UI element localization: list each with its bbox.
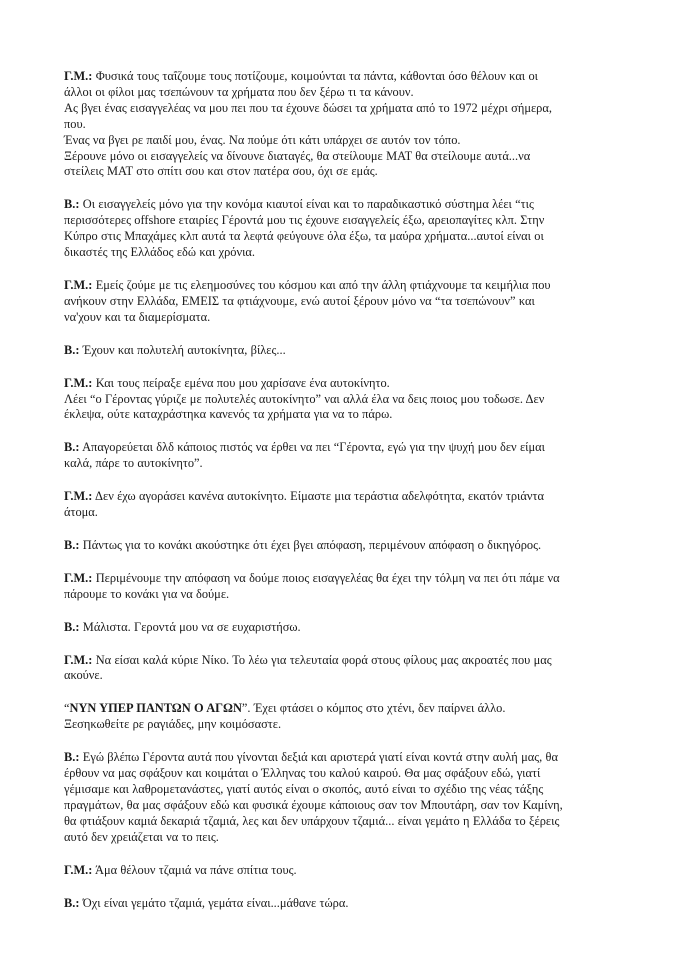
text-line xyxy=(64,653,624,669)
text-line xyxy=(64,294,624,310)
text-line xyxy=(64,392,624,408)
transcript-paragraph xyxy=(64,896,624,912)
transcript-paragraph xyxy=(64,376,624,424)
line-text: έρθουν να μας σφάξουν και κοιμάται ο Έλληνας του καλού καιρού. Θα μας σφάξουν εδώ, γιατί xyxy=(64,766,541,781)
text-line xyxy=(64,571,624,587)
line-text: Δεν έχω αγοράσει κανένα αυτοκίνητο. Είμαστε μια τεράστια αδελφότητα, εκατόν τριάντα xyxy=(92,489,544,504)
line-text: Ξέρουνε μόνο οι εισαγγελείς να δίνουνε διαταγές, θα στείλουμε ΜΑΤ θα στείλουμε αυτά...να xyxy=(64,148,531,163)
line-text: δικαστές της Ελλάδος εδώ και χρόνια. xyxy=(64,245,255,260)
line-text: Πάντως για το κονάκι ακούστηκε ότι έχει βγει απόφαση, περιμένουν απόφαση ο δικηγόρος. xyxy=(79,537,542,552)
text-line xyxy=(64,505,624,521)
text-line xyxy=(64,717,624,733)
line-text: περισσότερες offshore εταιρίες Γέροντά μου τις έχουνε εισαγγελείς έξω, αρειοπαγίτες κλπ. Στην xyxy=(64,213,545,228)
text-line xyxy=(64,896,624,912)
text-line xyxy=(64,85,624,101)
line-text: Περιμένουμε την απόφαση να δούμε ποιος εισαγγελέας θα έχει την τόλμη να πει ότι πάμε να xyxy=(92,570,560,585)
text-line xyxy=(64,863,624,879)
transcript-paragraph xyxy=(64,863,624,879)
line-text: Και τους πείραξε εμένα που μου χαρίσανε ένα αυτοκίνητο. xyxy=(92,375,390,390)
speaker-label: Β.: xyxy=(64,619,80,634)
text-line xyxy=(64,538,624,554)
document-page xyxy=(64,69,624,928)
line-text: ”. Έχει φτάσει ο κόμπος στο χτένι, δεν παίρνει άλλο. xyxy=(241,701,506,716)
line-text: που. xyxy=(64,116,86,131)
text-line xyxy=(64,69,624,85)
line-text: Όχι είναι γεμάτο τζαμιά, γεμάτα είναι...μάθανε τώρα. xyxy=(79,895,349,910)
line-text: Ας βγει ένας εισαγγελέας να μου πει που τα έχουνε δώσει τα χρήματα από το 1972 μέχρι σήμερα, xyxy=(64,100,552,115)
line-text: ακούνε. xyxy=(64,668,103,683)
speaker-label: Β.: xyxy=(64,537,80,552)
text-line xyxy=(64,782,624,798)
speaker-label: Β.: xyxy=(64,440,80,455)
line-text: Λέει “ο Γέροντας γύριζε με πολυτελές αυτοκίνητο” ναι αλλά έλα να δεις ποιος μου τοδωσε. Δεν xyxy=(64,391,545,406)
line-text: Εμείς ζούμε με τις ελεημοσύνες του κόσμου και από την άλλη φτιάχνουμε τα κειμήλια που xyxy=(92,277,551,292)
speaker-label: Γ.Μ.: xyxy=(64,277,93,292)
text-line xyxy=(64,101,624,117)
speaker-label: Β.: xyxy=(64,342,80,357)
line-text: Μάλιστα. Γεροντά μου να σε ευχαριστήσω. xyxy=(79,619,301,634)
speaker-label: Γ.Μ.: xyxy=(64,489,93,504)
line-text: Απαγορεύεται δλδ κάποιος πιστός να έρθει να πει “Γέροντα, εγώ για την ψυχή μου δεν είμαι xyxy=(79,440,545,455)
speaker-label: Β.: xyxy=(64,895,80,910)
line-text: ανήκουν στην Ελλάδα, ΕΜΕΙΣ τα φτιάχνουμε, ενώ αυτοί ξέρουν μόνο να “τα τσεπώνουν” και xyxy=(64,293,535,308)
text-line xyxy=(64,149,624,165)
text-line xyxy=(64,750,624,766)
line-text: Οι εισαγγελείς μόνο για την κονόμα κιαυτοί είναι και το παραδικαστικό σύστημα λέει “τις xyxy=(79,197,534,212)
text-line xyxy=(64,587,624,603)
text-line xyxy=(64,814,624,830)
text-line xyxy=(64,133,624,149)
line-text: Ξεσηκωθείτε ρε ραγιάδες, μην κοιμόσαστε. xyxy=(64,717,282,732)
speaker-label: Β.: xyxy=(64,750,80,765)
text-line xyxy=(64,310,624,326)
transcript-paragraph xyxy=(64,653,624,685)
text-line xyxy=(64,197,624,213)
text-line xyxy=(64,229,624,245)
line-text: να'χουν και τα διαμερίσματα. xyxy=(64,309,211,324)
line-text: Φυσικά τους ταΐζουμε τους ποτίζουμε, κοιμούνται τα πάντα, κάθονται όσο θέλουν και οι xyxy=(92,69,538,83)
speaker-label: Β.: xyxy=(64,197,80,212)
transcript-paragraph xyxy=(64,571,624,603)
transcript-paragraph xyxy=(64,538,624,554)
line-text: Ένας να βγει ρε παιδί μου, ένας. Να πούμε ότι κάτι υπάρχει σε αυτόν τον τόπο. xyxy=(64,132,461,147)
text-line xyxy=(64,213,624,229)
transcript-paragraph xyxy=(64,343,624,359)
open-quote: “ xyxy=(64,701,70,716)
text-line xyxy=(64,798,624,814)
text-line xyxy=(64,407,624,423)
text-line xyxy=(64,620,624,636)
text-line xyxy=(64,343,624,359)
text-line xyxy=(64,456,624,472)
speaker-label: Γ.Μ.: xyxy=(64,862,93,877)
line-text: Άμα θέλουν τζαμιά να πάνε σπίτια τους. xyxy=(92,862,297,877)
line-text: θα φτιάξουν καμιά δεκαριά τζαμιά, λες και δεν υπάρχουν τζαμιά... είναι γεμάτο η Ελλάδα το ξέρεις xyxy=(64,813,560,828)
text-line xyxy=(64,830,624,846)
speaker-label: Γ.Μ.: xyxy=(64,570,93,585)
text-line xyxy=(64,278,624,294)
text-line xyxy=(64,489,624,505)
line-text: πραγμάτων, θα μας σφάξουν εδώ και φυσικά έχουμε κάποιους σαν τον Μπουτάρη, σαν τον Καμίνη, xyxy=(64,797,563,812)
text-line xyxy=(64,376,624,392)
line-text: Έχουν και πολυτελή αυτοκίνητα, βίλες... xyxy=(79,342,286,357)
line-text: πάρουμε το κονάκι για να δούμε. xyxy=(64,586,230,601)
transcript-paragraph xyxy=(64,197,624,261)
text-line xyxy=(64,245,624,261)
line-text: Να είσαι καλά κύριε Νίκο. Το λέω για τελευταία φορά στους φίλους μας ακροατές που μας xyxy=(92,652,552,667)
transcript-paragraph xyxy=(64,750,624,845)
line-text: άλλοι οι φίλοι μας τσεπώνουν τα χρήματα που δεν ξέρω τι τα κάνουν. xyxy=(64,84,414,99)
line-text: καλά, πάρε το αυτοκίνητο”. xyxy=(64,456,203,471)
transcript-paragraph xyxy=(64,69,624,180)
text-line xyxy=(64,164,624,180)
line-text: έκλεψα, ούτε καταχράστηκα κανενός τα χρήματα για να το πάρω. xyxy=(64,407,393,422)
line-text: Εγώ βλέπω Γέροντα αυτά που γίνονται δεξιά και αριστερά γιατί είναι κοντά στην αυλή μας, θα xyxy=(79,750,558,765)
transcript-paragraph xyxy=(64,701,624,733)
line-text: Κύπρο στις Μπαχάμες κλπ αυτά τα λεφτά φεύγουνε όλα έξω, τα μαύρα χρήματα...αυτοί είναι οι xyxy=(64,229,544,244)
text-line xyxy=(64,766,624,782)
line-text: στείλεις ΜΑΤ στο σπίτι σου και στον πατέρα σου, όχι σε εμάς. xyxy=(64,164,378,179)
speaker-label: Γ.Μ.: xyxy=(64,375,93,390)
speaker-label: Γ.Μ.: xyxy=(64,69,93,83)
transcript-paragraph xyxy=(64,278,624,326)
emphasized-slogan: ΝΥΝ ΥΠΕΡ ΠΑΝΤΩΝ Ο ΑΓΩΝ xyxy=(69,701,242,716)
text-line xyxy=(64,701,624,717)
line-text: άτομα. xyxy=(64,505,98,520)
line-text: γέμισαμε και λαθρομετανάστες, γιατί αυτός είναι ο σκοπός, αυτό είναι το σχέδιο της νέας τάξης xyxy=(64,782,544,796)
transcript-paragraph xyxy=(64,620,624,636)
text-line xyxy=(64,440,624,456)
transcript-paragraph xyxy=(64,440,624,472)
text-line xyxy=(64,117,624,133)
transcript-paragraph xyxy=(64,489,624,521)
speaker-label: Γ.Μ.: xyxy=(64,652,93,667)
line-text: αυτό δεν χρειάζεται να το πεις. xyxy=(64,829,219,844)
text-line xyxy=(64,668,624,684)
